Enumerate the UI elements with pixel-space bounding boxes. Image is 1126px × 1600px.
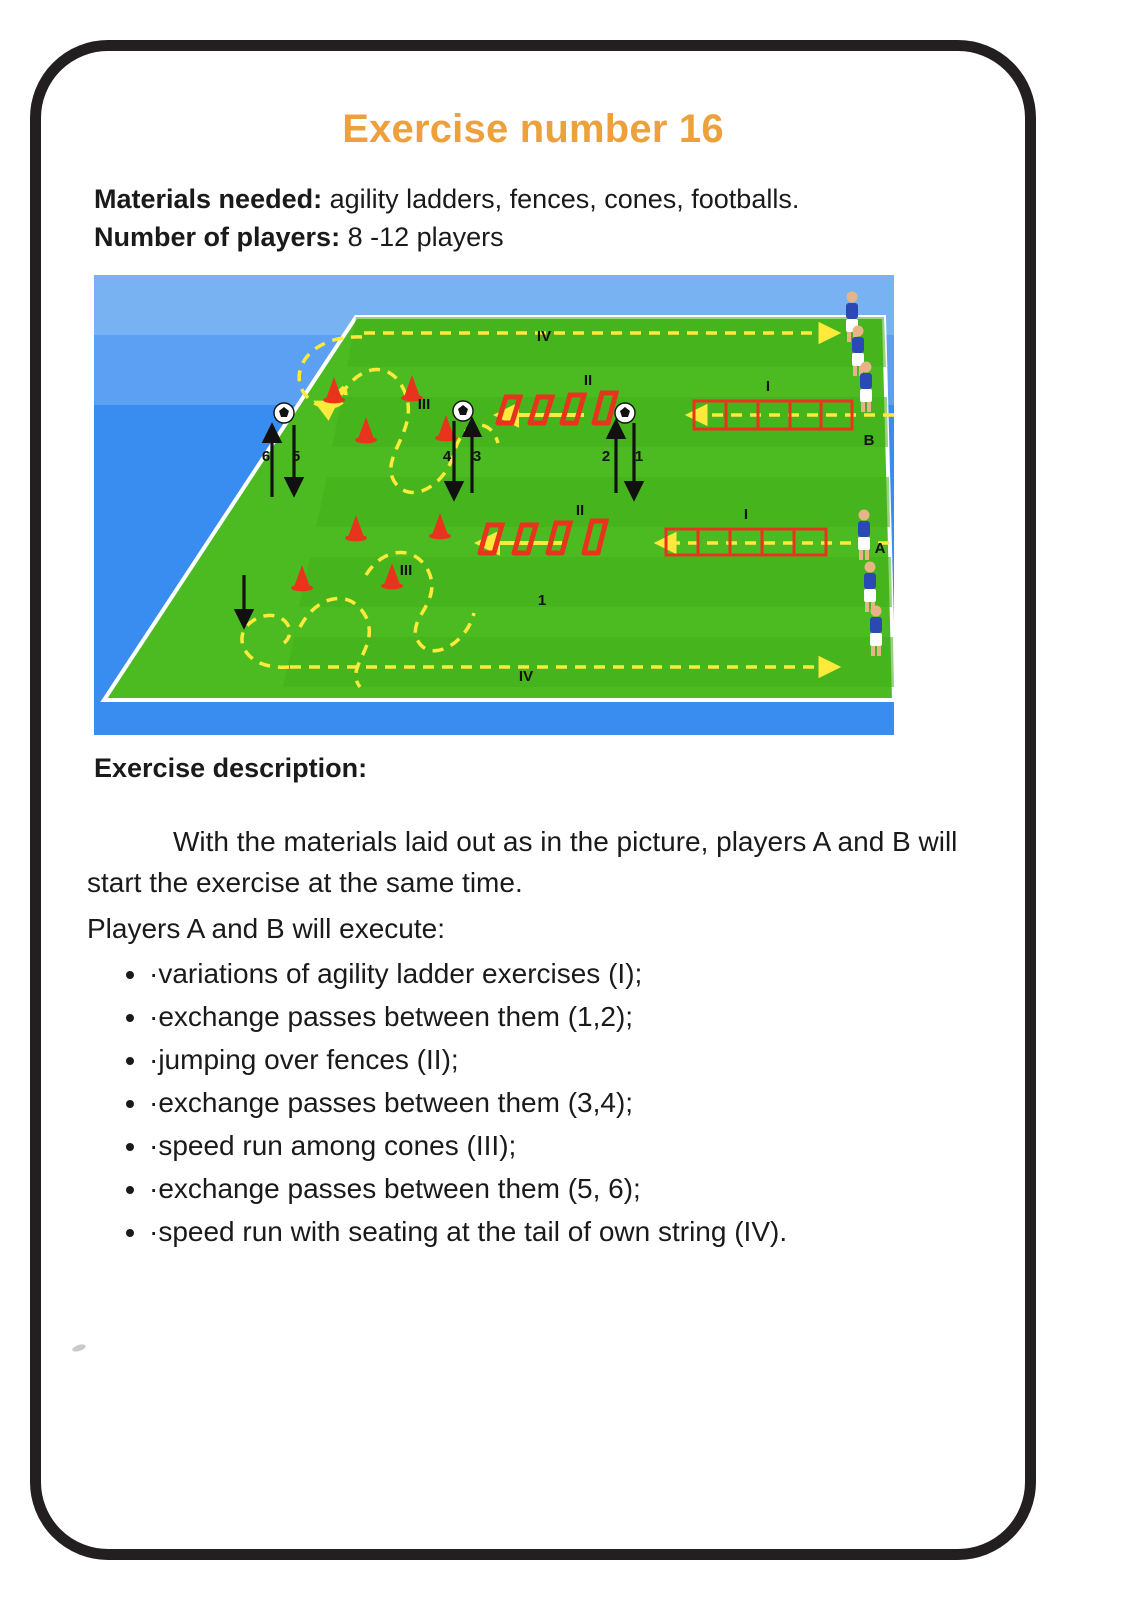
description-heading: Exercise description: (94, 752, 368, 783)
list-item: • ·variations of agility ladder exercises (I); (149, 954, 983, 995)
drill-diagram (94, 275, 894, 735)
materials-line (83, 180, 983, 218)
label-1-top: 1 (634, 447, 644, 465)
players-value: 8 -12 players (340, 222, 504, 253)
label-ii-top: II (583, 371, 593, 389)
label-ii-bottom: II (575, 501, 585, 519)
card-content (41, 51, 1025, 1549)
label-iii-bottom: III (399, 561, 413, 579)
page-title: Exercise number 16 (342, 107, 724, 151)
list-item: • ·exchange passes between them (5, 6); (149, 1169, 983, 1210)
list-item: • ·exchange passes between them (1,2); (149, 997, 983, 1038)
label-1-bottom: 1 (537, 591, 547, 609)
label-player-b: B (863, 431, 875, 449)
label-i-bottom: I (743, 505, 749, 523)
exercise-card (30, 40, 1036, 1560)
list-item: • ·exchange passes between them (3,4); (149, 1083, 983, 1124)
label-2-top: 2 (601, 447, 611, 465)
players-line (83, 218, 983, 256)
paragraph-2-text: Players A and B will execute: (87, 913, 445, 945)
players-label: Number of players: (94, 222, 341, 253)
pitch-svg (94, 275, 894, 735)
materials-value: agility ladders, fences, cones, footballs. (322, 184, 800, 214)
paragraph-1-text: With the materials laid out as in the picture, players A and B will start the exercise at the same time. (87, 825, 958, 898)
label-4-top: 4 (442, 447, 452, 465)
label-iv-bottom: IV (518, 667, 534, 685)
description-paragraph-1 (83, 822, 983, 904)
description-paragraph-2 (83, 909, 983, 950)
label-iv-top: IV (536, 327, 552, 345)
label-5-top: 5 (291, 447, 301, 465)
label-6-top: 6 (261, 447, 271, 465)
list-item: • ·speed run with seating at the tail of own string (IV). (149, 1212, 983, 1253)
label-iii-top: III (417, 395, 431, 413)
figure-wrapper (83, 275, 983, 735)
list-item: • ·jumping over fences (II); (149, 1040, 983, 1081)
exercise-steps-list (83, 954, 983, 1252)
materials-label: Materials needed: (94, 184, 323, 214)
label-3-top: 3 (472, 447, 482, 465)
label-i-top: I (765, 377, 771, 395)
label-player-a: A (874, 539, 886, 557)
list-item: • ·speed run among cones (III); (149, 1126, 983, 1167)
